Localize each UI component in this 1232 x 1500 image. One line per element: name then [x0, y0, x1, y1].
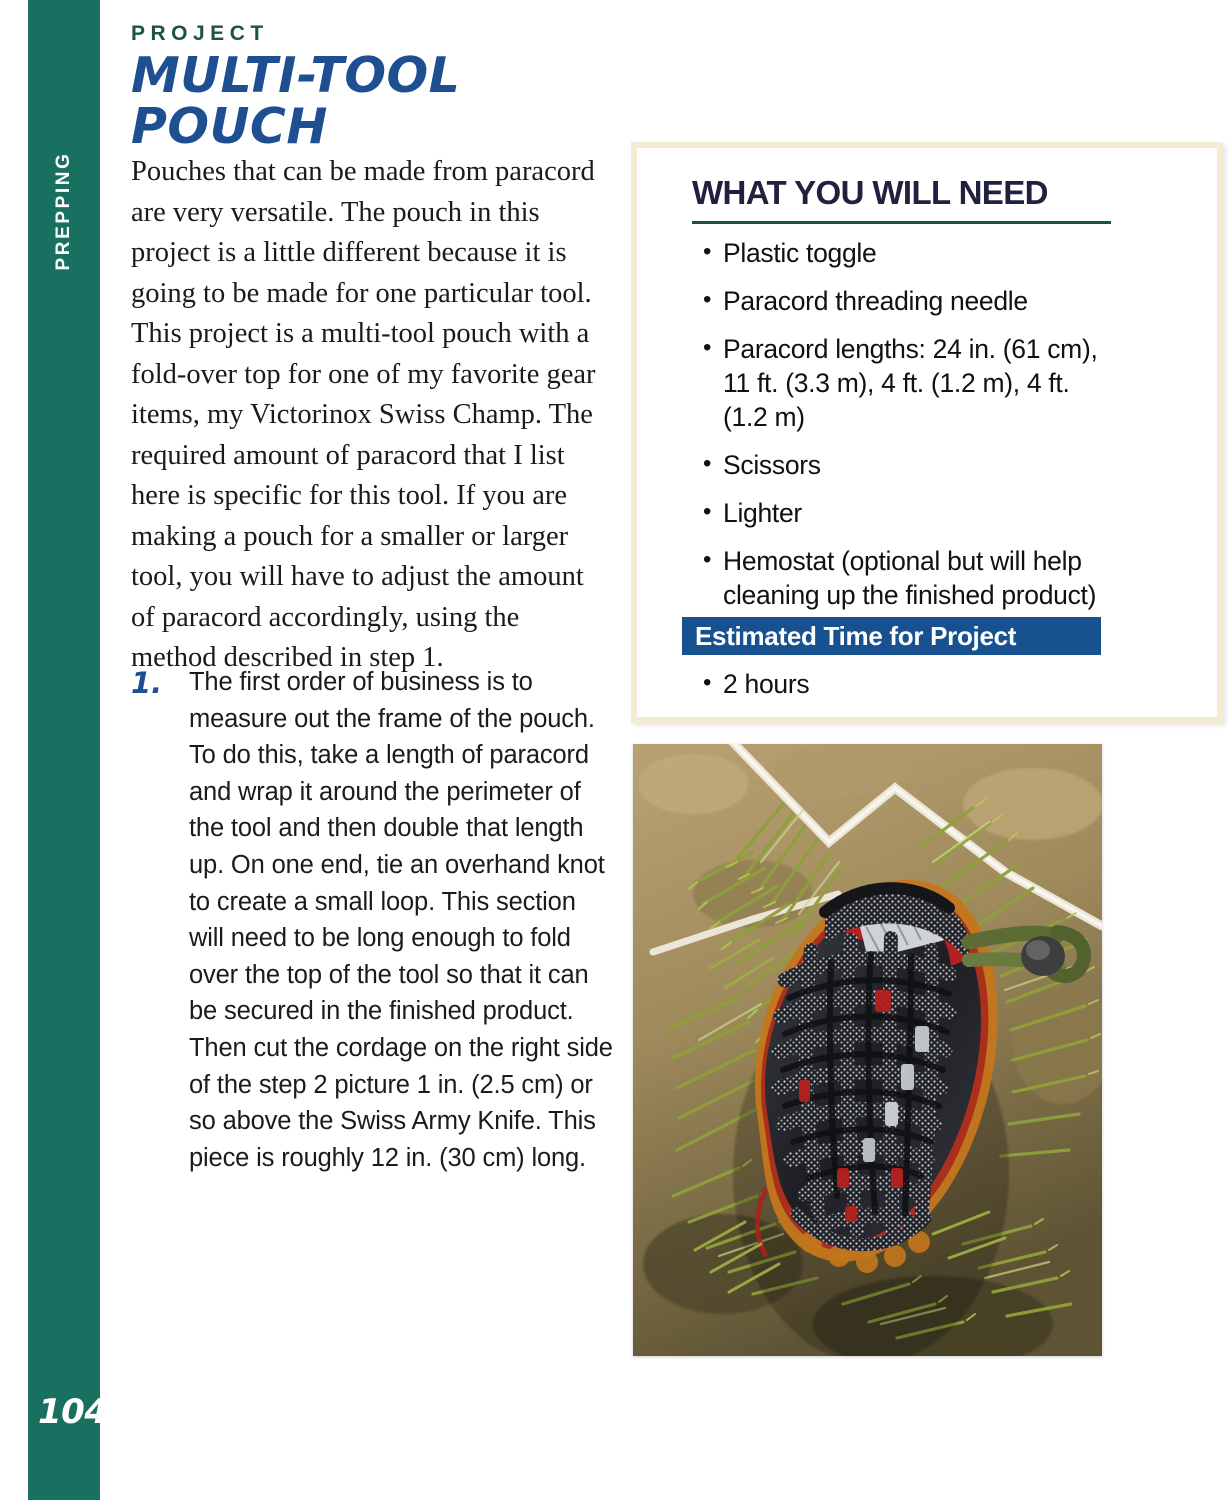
estimated-time-list: [701, 667, 809, 701]
materials-list: [701, 236, 1187, 612]
page-number: 104: [38, 1392, 108, 1432]
list-item: • Paracord lengths: 24 in. (61 cm), 11 ft. (3.3 m), 4 ft. (1.2 m), 4 ft. (1.2 m): [701, 332, 1113, 434]
project-photo: [633, 744, 1102, 1356]
step-number: 1.: [131, 666, 163, 700]
list-item: • Lighter: [701, 496, 1113, 530]
list-item: • Plastic toggle: [701, 236, 1113, 270]
list-item: • 2 hours: [701, 667, 809, 701]
estimated-time-header: Estimated Time for Project: [682, 617, 1101, 655]
what-you-will-need-box: [631, 142, 1223, 723]
need-box-divider: [692, 221, 1111, 224]
page-header: [131, 22, 651, 156]
list-item: • Scissors: [701, 448, 1113, 482]
list-item: • Hemostat (optional but will help cleaning up the finished product): [701, 544, 1113, 612]
project-kicker: PROJECT: [131, 22, 269, 45]
page-title: MULTI-TOOL POUCH: [131, 47, 461, 156]
list-item: • Paracord threading needle: [701, 284, 1113, 318]
need-box-title: WHAT YOU WILL NEED: [692, 174, 1048, 211]
step-item: [131, 664, 613, 1176]
paracord-pouch-illustration: [633, 744, 1102, 1356]
intro-paragraph: Pouches that can be made from paracord are very versatile. The pouch in this project is a little different because it is going to be made for one particular tool. This project is a multi-tool pouch with a fold-over top for one of my favorite gear items, my Victorinox Swiss Champ. The required amount of paracord that I list here is specific for this tool. If you are making a pouch for a smaller or larger tool, you will have to adjust the amount of paracord accordingly, using the method described in step 1.: [131, 156, 596, 673]
sidebar-section-label: PREPPING: [53, 151, 74, 271]
step-text: The first order of business is to measure out the frame of the pouch. To do this, take a length of paracord and wrap it around the perimeter of the tool and then double that length up. On one end, tie an overhand knot to create a small loop. This section will need to be long enough to fold over the top of the tool so that it can be secured in the finished product. Then cut the cordage on the right side of the step 2 picture 1 in. (2.5 cm) or so above the Swiss Army Knife. This piece is roughly 12 in. (30 cm) long.: [189, 668, 613, 1172]
section-sidebar: [28, 0, 108, 1500]
